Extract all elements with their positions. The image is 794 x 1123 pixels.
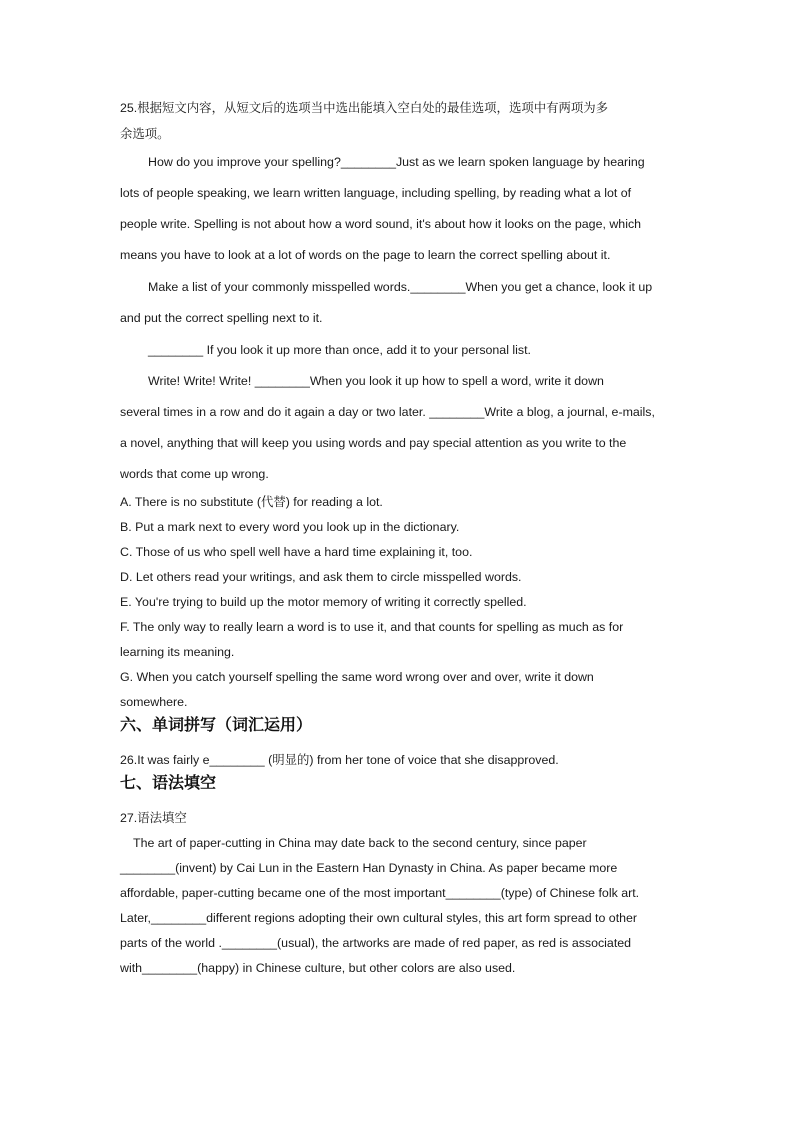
option-f: F. The only way to really learn a word is to use it, and that counts for spelling as much as for bbox=[120, 620, 624, 634]
option-e: E. You're trying to build up the motor memory of writing it correctly spelled. bbox=[120, 595, 527, 609]
option-c: C. Those of us who spell well have a hard time explaining it, too. bbox=[120, 545, 473, 559]
q25-instruction-line1: 25.根据短文内容，从短文后的选项当中选出能填入空白处的最佳选项，选项中有两项为多 bbox=[120, 101, 609, 115]
passage-line: means you have to look at a lot of words on the page to learn the correct spelling about it. bbox=[120, 248, 611, 262]
option-g: G. When you catch yourself spelling the same word wrong over and over, write it down bbox=[120, 670, 594, 684]
q27-line: Later,________different regions adopting their own cultural styles, this art form spread to other bbox=[120, 911, 638, 925]
passage-line: Write! Write! Write! ________When you look it up how to spell a word, write it down bbox=[148, 374, 604, 388]
q27-title: 27.语法填空 bbox=[120, 811, 187, 825]
q25-instruction-line2: 余选项。 bbox=[120, 127, 170, 141]
q26-text: 26.It was fairly e________ (明显的) from her tone of voice that she disapproved. bbox=[120, 753, 559, 767]
option-g-continued: somewhere. bbox=[120, 695, 188, 709]
passage-line: several times in a row and do it again a day or two later. ________Write a blog, a journal, e-mails, bbox=[120, 405, 655, 419]
q27-line: ________(invent) by Cai Lun in the Eastern Han Dynasty in China. As paper became more bbox=[120, 861, 618, 875]
section7-heading: 七、语法填空 bbox=[120, 775, 217, 792]
passage-line: Make a list of your commonly misspelled words.________When you get a chance, look it up bbox=[148, 280, 653, 294]
passage-line: lots of people speaking, we learn written language, including spelling, by reading what a lot of bbox=[120, 186, 632, 200]
option-f-continued: learning its meaning. bbox=[120, 645, 235, 659]
option-a: A. There is no substitute (代替) for reading a lot. bbox=[120, 495, 383, 509]
section6-heading: 六、单词拼写（词汇运用） bbox=[120, 717, 313, 734]
passage-line: How do you improve your spelling?________Just as we learn spoken language by hearing bbox=[148, 155, 645, 169]
option-b: B. Put a mark next to every word you look up in the dictionary. bbox=[120, 520, 460, 534]
passage-line: and put the correct spelling next to it. bbox=[120, 311, 323, 325]
option-d: D. Let others read your writings, and ask them to circle misspelled words. bbox=[120, 570, 522, 584]
q27-line: parts of the world .________(usual), the artworks are made of red paper, as red is associated bbox=[120, 936, 632, 950]
passage-line: a novel, anything that will keep you using words and pay special attention as you write to the bbox=[120, 436, 627, 450]
passage-line: words that come up wrong. bbox=[120, 467, 269, 481]
passage-line: people write. Spelling is not about how a word sound, it's about how it looks on the page, which bbox=[120, 217, 642, 231]
q27-line: affordable, paper-cutting became one of the most important________(type) of Chinese folk art. bbox=[120, 886, 640, 900]
q27-line: The art of paper-cutting in China may date back to the second century, since paper bbox=[133, 836, 587, 850]
passage-line: ________ If you look it up more than once, add it to your personal list. bbox=[148, 343, 531, 357]
q27-line: with________(happy) in Chinese culture, but other colors are also used. bbox=[120, 961, 516, 975]
